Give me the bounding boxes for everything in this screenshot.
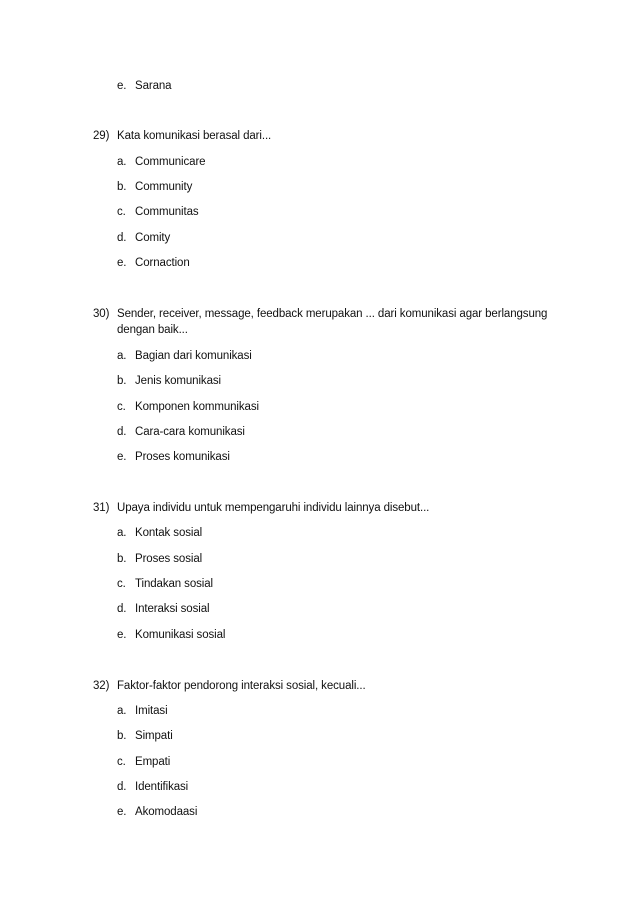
option-text: Komunikasi sosial (135, 629, 226, 641)
option-letter: e. (117, 257, 127, 269)
option-text: Empati (135, 756, 171, 768)
option-letter: d. (117, 232, 127, 244)
option-letter: d. (117, 781, 127, 793)
option-text: Community (135, 181, 193, 193)
option-letter: a. (117, 156, 127, 168)
option-text: Communicare (135, 156, 206, 168)
option-text: Proses sosial (135, 553, 203, 565)
option-letter: a. (117, 527, 127, 539)
option-text: Sarana (135, 80, 172, 92)
option-letter: b. (117, 730, 127, 742)
question-number: 31) (93, 502, 110, 514)
option-text: Interaksi sosial (135, 603, 210, 615)
option-letter: b. (117, 375, 127, 387)
question-text: Sender, receiver, message, feedback merupakan ... dari komunikasi agar berlangsung (117, 308, 548, 320)
option-text: Simpati (135, 730, 173, 742)
option-letter: b. (117, 553, 127, 565)
question-text: Kata komunikasi berasal dari... (117, 130, 272, 142)
option-text: Comity (135, 232, 171, 244)
question-text: Faktor-faktor pendorong interaksi sosial, kecuali... (117, 680, 366, 692)
option-letter: b. (117, 181, 127, 193)
option-letter: d. (117, 603, 127, 615)
option-text: Akomodaasi (135, 806, 198, 818)
option-letter: a. (117, 350, 127, 362)
option-text: Tindakan sosial (135, 578, 213, 590)
option-letter: c. (117, 206, 126, 218)
option-text: Identifikasi (135, 781, 189, 793)
option-text: Jenis komunikasi (135, 375, 221, 387)
option-text: Kontak sosial (135, 527, 203, 539)
option-letter: c. (117, 756, 126, 768)
option-letter: e. (117, 80, 127, 92)
option-text: Komponen kommunikasi (135, 401, 259, 413)
option-letter: e. (117, 806, 127, 818)
question-number: 32) (93, 680, 110, 692)
option-text: Cara-cara komunikasi (135, 426, 245, 438)
option-text: Proses komunikasi (135, 451, 230, 463)
option-letter: c. (117, 401, 126, 413)
question-number: 30) (93, 308, 110, 320)
option-letter: d. (117, 426, 127, 438)
option-letter: a. (117, 705, 127, 717)
question-text: Upaya individu untuk mempengaruhi individu lainnya disebut... (117, 502, 430, 514)
question-number: 29) (93, 130, 110, 142)
option-letter: e. (117, 629, 127, 641)
option-text: Cornaction (135, 257, 190, 269)
option-text: Communitas (135, 206, 199, 218)
option-text: Bagian dari komunikasi (135, 350, 252, 362)
option-letter: e. (117, 451, 127, 463)
option-text: Imitasi (135, 705, 168, 717)
question-text-continued: dengan baik... (117, 324, 188, 336)
option-letter: c. (117, 578, 126, 590)
